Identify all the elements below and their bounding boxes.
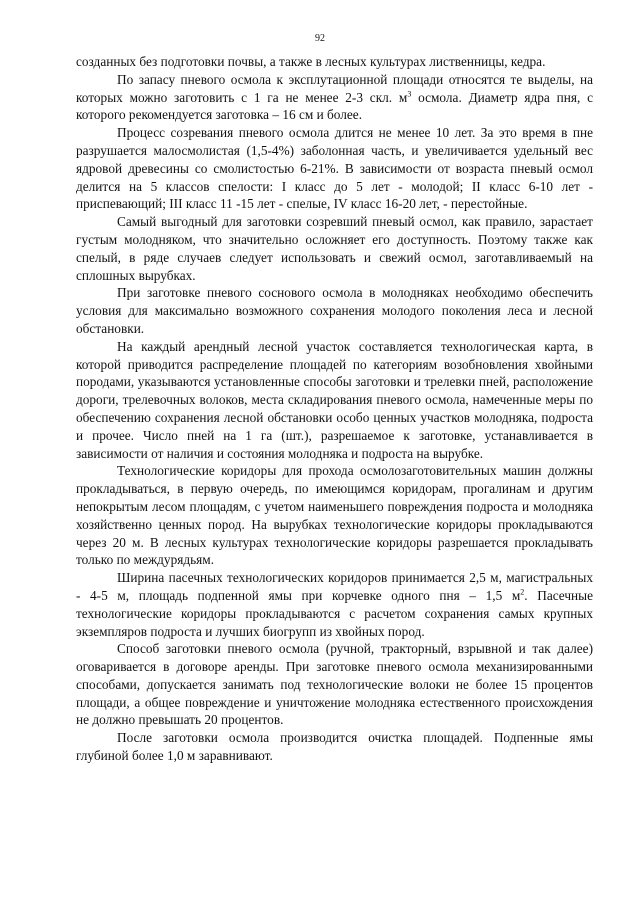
paragraph-text: Процесс созревания пневого осмола длится не менее 10 лет. За это время в пне разрушается малосмолистая (1,5-4%) заболонная часть, и увеличивается удельный вес ядровой древесины со смолистостью 6-21%. В зависимости от возраста пневый осмол делится на 5 классов спелости: I класс до 5 лет - молодой; II класс 6-10 лет - приспевающий; III класс 11 -15 лет - спелые, IV класс 16-20 лет, - перестойные. [76,125,593,212]
paragraph-text: Самый выгодный для заготовки созревший пневый осмол, как правило, зарастает густым молодняком, что значительно осложняет его доступность. Поэтому также как спелый, в ряде случаев следует использовать и свежий осмол, заготавливаемый на сплошных вырубках. [76,214,593,283]
paragraph-text: . Пасечные технологические коридоры прокладываются с расчетом сохранения самых крупных экземпляров подроста и лучших биогрупп из хвойных пород. [76,587,593,639]
paragraph-text: На каждый арендный лесной участок составляется технологическая карта, в которой приводится распределение площадей по категориям возобновления хвойными породами, указываются установленные способы заготовки и трелевки пней, расположение дороги, трелевочных волоков, места складирования пневого осмола, намеченные меры по обеспечению сохранения лесной обстановки особо ценных участков молодняка, подроста и прочее. Число пней на 1 га (шт.), разрешаемое к заготовке, устанавливается в зависимости от наличия и состояния молодняка и подроста на вырубке. [76,338,593,461]
paragraph-continued [76,53,593,71]
paragraph-text: Ширина пасечных технологических коридоров принимается 2,5 м, магистральных - 4-5 м, площадь подпенной ямы при корчевке одного пня – 1,5 м [76,570,593,603]
paragraph-cleanup [76,729,593,765]
paragraph-text: После заготовки осмола производится очистка площадей. Подпенные ямы глубиной более 1,0 м заравнивают. [76,730,593,764]
paragraph-stump-resin-stock [76,71,593,124]
paragraph-technological-corridors [76,462,593,569]
body-text [76,53,593,765]
paragraph-text: При заготовке пневого соснового осмола в молодняках необходимо обеспечить условия для максимально возможного сохранения молодого поколения леса и лесной обстановки. [76,285,593,336]
paragraph-maturation [76,124,593,213]
page-number: 92 [315,33,325,44]
paragraph-technological-map [76,338,593,463]
paragraph-profitable-harvest [76,213,593,284]
paragraph-text: Способ заготовки пневого осмола (ручной, тракторный, взрывной и так далее) оговаривается в договоре аренды. При заготовке пневого осмола механизированными способами, допускается занимать под технологические волоки не более 15 процентов площади, а общее повреждение и уничтожение молодняка естественного происхождения не должно превышать 20 процентов. [76,641,593,728]
superscript-exponent: 3 [407,89,412,99]
superscript-exponent: 2 [520,587,525,597]
paragraph-text: осмола. Диаметр ядра пня, с которого рекомендуется заготовка – 16 см и более. [76,89,593,123]
paragraph-text: Технологические коридоры для прохода осмолозаготовительных машин должны прокладываться, в первую очередь, по имеющимся коридорам, прогалинам и другим непокрытым лесом площадям, с учетом наименьшего повреждения подроста и молодняка хозяйственно ценных пород. На вырубках технологические коридоры прокладываются через 20 м. В лесных культурах технологические коридоры разрешается прокладывать только по междурядьям. [76,463,593,568]
paragraph-corridor-width [76,569,593,640]
paragraph-young-growth [76,284,593,337]
paragraph-text: По запасу пневого осмола к эксплутационной площади относятся те выделы, на которых можно заготовить с 1 га не менее 2-3 скл. м [76,71,593,105]
paragraph-text: созданных без подготовки почвы, а также в лесных культурах лиственницы, кедра. [76,54,546,69]
paragraph-harvest-method [76,640,593,729]
